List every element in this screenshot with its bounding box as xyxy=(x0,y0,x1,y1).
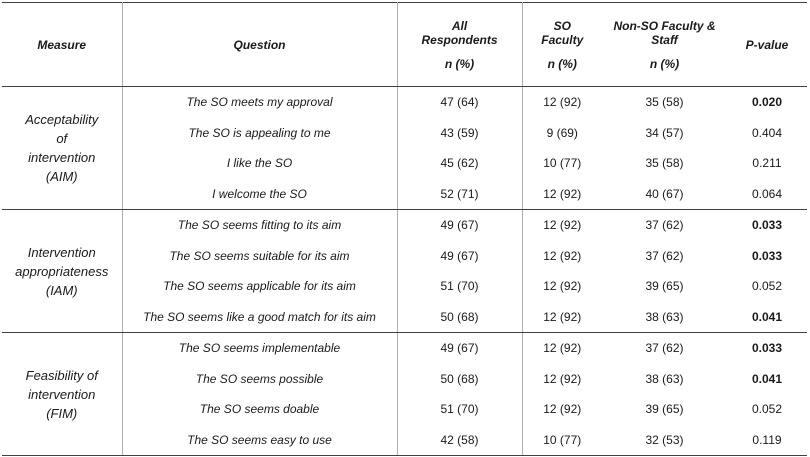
header-all-respondents xyxy=(397,3,522,87)
so-faculty-cell: 12 (92) xyxy=(543,371,582,386)
measure-line: (IAM) xyxy=(45,282,78,298)
header-all-label: All Respondents xyxy=(421,19,498,47)
table-body xyxy=(2,87,807,456)
table-row xyxy=(2,87,807,118)
question-cell: The SO seems implementable xyxy=(122,333,397,364)
so-faculty-cell: 12 (92) xyxy=(543,402,582,417)
all-respondents-cell: 50 (68) xyxy=(397,364,522,395)
measure-line: (AIM) xyxy=(45,169,78,184)
all-respondents-cell: 50 (68) xyxy=(397,302,522,333)
pvalue-cell: 0.052 xyxy=(751,279,783,294)
question-cell: The SO is appealing to me xyxy=(122,118,397,149)
measure-line: (FIM) xyxy=(46,405,78,421)
so-faculty-cell: 12 (92) xyxy=(522,179,602,210)
table-row xyxy=(2,148,807,179)
table-row xyxy=(2,333,807,364)
header-row xyxy=(2,3,807,87)
question-cell: The SO seems applicable for its aim xyxy=(122,271,397,302)
pvalue-cell: 0.033 xyxy=(751,218,783,233)
table-row xyxy=(2,210,807,241)
so-faculty-cell: 12 (92) xyxy=(522,302,602,333)
all-respondents-cell: 42 (58) xyxy=(397,425,522,456)
header-all-unit: n (%) xyxy=(444,57,475,71)
question-cell: The SO seems like a good match for its aim xyxy=(122,302,397,333)
table-row xyxy=(2,118,807,149)
pvalue-cell: 0.041 xyxy=(751,371,783,386)
pvalue-cell: 0.064 xyxy=(727,179,807,210)
pvalue-cell: 0.211 xyxy=(752,156,782,171)
question-cell: The SO meets my approval xyxy=(122,87,397,118)
measure-line: Intervention xyxy=(27,244,96,260)
nonso-cell: 39 (65) xyxy=(645,402,684,417)
pvalue-cell: 0.041 xyxy=(727,302,807,333)
nonso-cell: 37 (62) xyxy=(645,218,684,233)
header-nonso xyxy=(602,3,727,87)
measure-line: Acceptability xyxy=(25,112,99,127)
all-respondents-cell: 43 (59) xyxy=(397,118,522,149)
all-respondents-cell: 49 (67) xyxy=(397,210,522,241)
all-respondents-cell: 49 (67) xyxy=(397,333,522,364)
results-table-frame xyxy=(2,2,807,453)
so-faculty-cell: 12 (92) xyxy=(543,279,582,294)
table-row xyxy=(2,241,807,272)
measure-line: intervention xyxy=(28,150,96,165)
measure-line: of xyxy=(56,131,68,146)
header-so-label: SO Faculty xyxy=(541,19,584,47)
header-so-faculty xyxy=(522,3,602,87)
question-cell: The SO seems fitting to its aim xyxy=(122,210,397,241)
pvalue-cell: 0.404 xyxy=(751,125,783,140)
pvalue-cell: 0.052 xyxy=(751,402,783,417)
measure-cell xyxy=(2,87,122,210)
table-row xyxy=(2,302,807,333)
so-faculty-cell: 9 (69) xyxy=(546,125,578,140)
all-respondents-cell: 52 (71) xyxy=(397,179,522,210)
nonso-cell: 39 (65) xyxy=(645,279,684,294)
measure-cell xyxy=(2,333,122,456)
all-respondents-cell: 45 (62) xyxy=(397,148,522,179)
table-row xyxy=(2,364,807,395)
pvalue-cell: 0.033 xyxy=(751,341,783,356)
so-faculty-cell: 12 (92) xyxy=(543,248,582,263)
nonso-cell: 34 (57) xyxy=(645,125,684,140)
all-respondents-cell: 51 (70) xyxy=(397,394,522,425)
so-faculty-cell: 10 (77) xyxy=(522,425,602,456)
all-respondents-cell: 47 (64) xyxy=(397,87,522,118)
nonso-cell: 32 (53) xyxy=(602,425,727,456)
nonso-cell: 35 (58) xyxy=(645,156,684,171)
so-faculty-cell: 12 (92) xyxy=(543,341,582,356)
question-cell: The SO seems suitable for its aim xyxy=(122,241,397,272)
so-faculty-cell: 12 (92) xyxy=(543,218,582,233)
pvalue-cell: 0.119 xyxy=(727,425,807,456)
pvalue-cell: 0.033 xyxy=(751,248,783,263)
question-cell: The SO seems easy to use xyxy=(122,425,397,456)
table-row xyxy=(2,271,807,302)
nonso-cell: 37 (62) xyxy=(645,341,684,356)
table-row xyxy=(2,179,807,210)
results-table xyxy=(2,2,807,456)
question-cell: The SO seems possible xyxy=(122,364,397,395)
measure-cell xyxy=(2,210,122,333)
measure-line: Feasibility of xyxy=(25,367,98,383)
pvalue-cell: 0.020 xyxy=(751,95,783,110)
header-so-unit: n (%) xyxy=(547,57,577,71)
table-row xyxy=(2,394,807,425)
question-cell: The SO seems doable xyxy=(122,394,397,425)
so-faculty-cell: 10 (77) xyxy=(543,156,582,171)
nonso-cell: 38 (63) xyxy=(645,371,684,386)
header-nonso-unit: n (%) xyxy=(649,57,680,71)
header-pvalue: P-value xyxy=(727,3,807,87)
all-respondents-cell: 51 (70) xyxy=(397,271,522,302)
so-faculty-cell: 12 (92) xyxy=(543,95,582,110)
header-nonso-label: Non-SO Faculty & Staff xyxy=(613,19,716,47)
nonso-cell: 38 (63) xyxy=(602,302,727,333)
nonso-cell: 40 (67) xyxy=(602,179,727,210)
header-measure: Measure xyxy=(2,3,122,87)
question-cell: I like the SO xyxy=(122,148,397,179)
measure-line: intervention xyxy=(28,386,96,402)
measure-line: appropriateness xyxy=(15,263,109,279)
nonso-cell: 37 (62) xyxy=(645,248,684,263)
nonso-cell: 35 (58) xyxy=(645,95,684,110)
question-cell: I welcome the SO xyxy=(122,179,397,210)
header-question: Question xyxy=(122,3,397,87)
table-row xyxy=(2,425,807,456)
all-respondents-cell: 49 (67) xyxy=(397,241,522,272)
